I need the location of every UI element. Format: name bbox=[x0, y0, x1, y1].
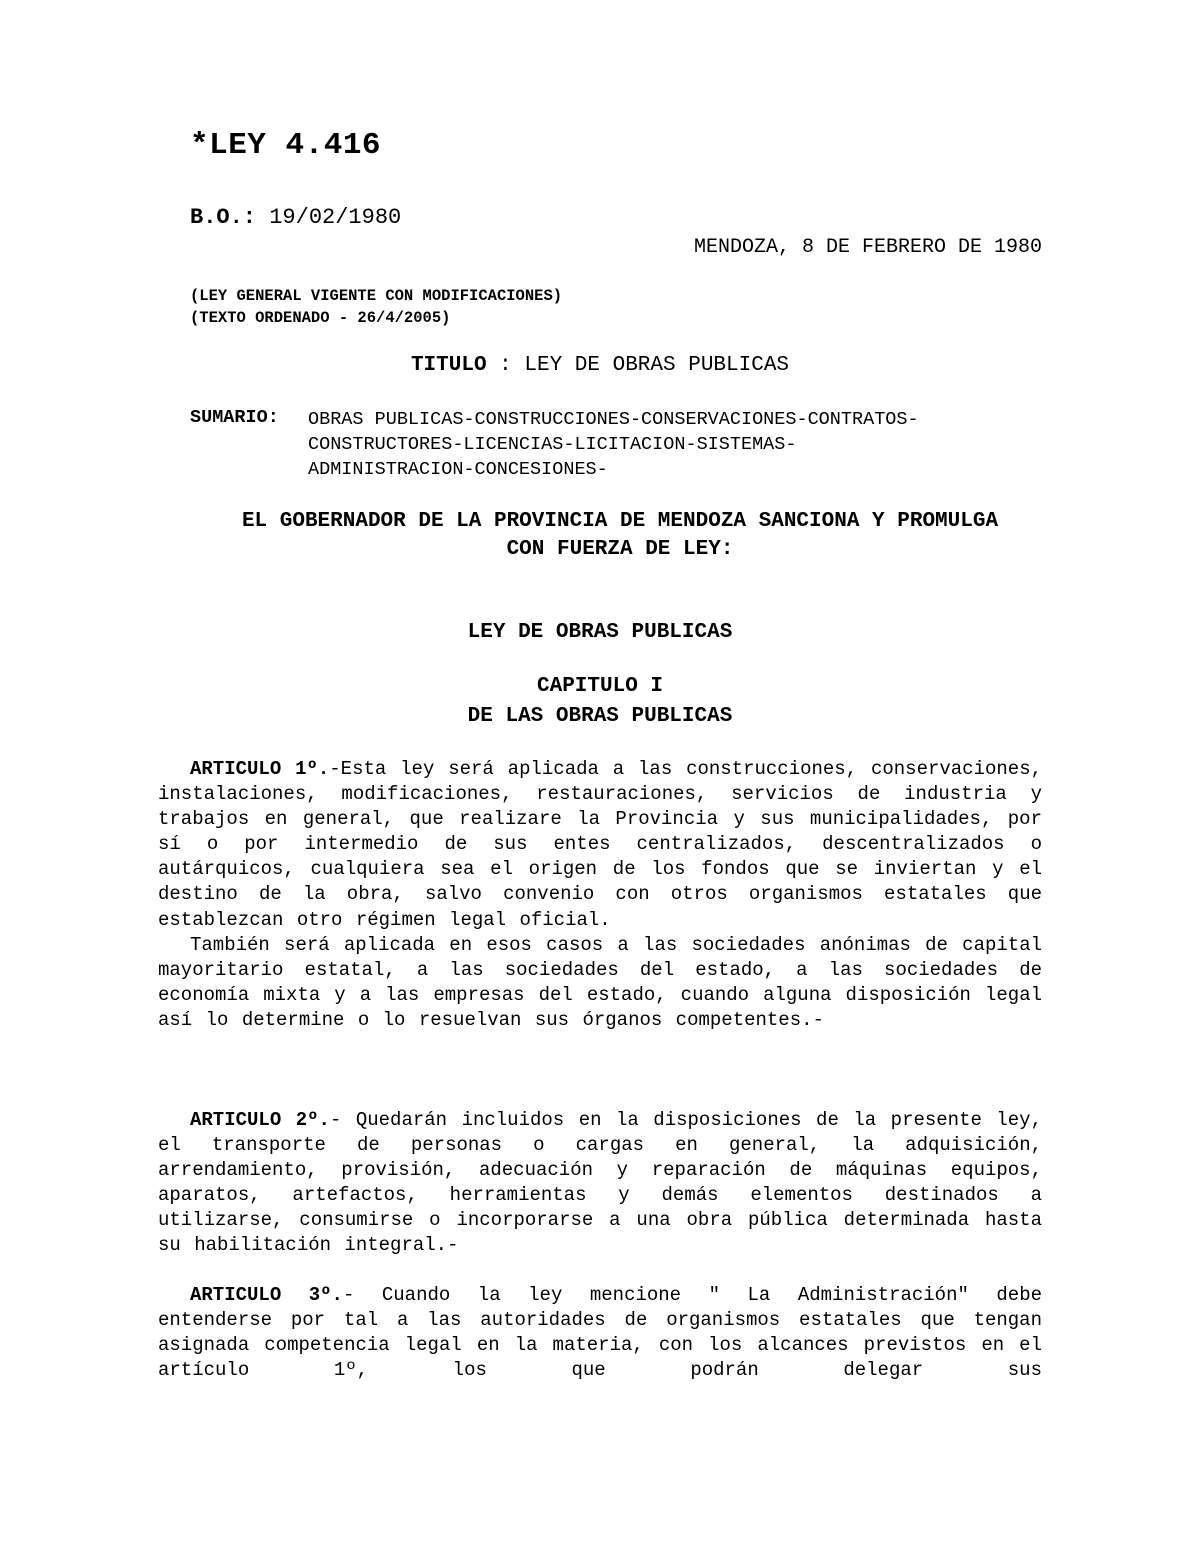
article-1-paragraph-2: También será aplicada en esos casos a las sociedades anónimas de capital mayoritario estatal, a las sociedades del estado, a las sociedades de economía mixta y a las empresas del estado, cuando alguna disposición legal así lo determine o lo resuelvan sus órganos competentes.- bbox=[158, 933, 1042, 1031]
place-date: MENDOZA, 8 DE FEBRERO DE 1980 bbox=[693, 236, 1042, 259]
bo-label: B.O.: bbox=[190, 205, 257, 230]
law-status-note: (LEY GENERAL VIGENTE CON MODIFICACIONES) bbox=[190, 287, 563, 305]
article-2-paragraph bbox=[158, 1108, 1042, 1259]
article-1 bbox=[158, 757, 1042, 1033]
law-name-heading: LEY DE OBRAS PUBLICAS bbox=[467, 621, 733, 644]
enactment-formula bbox=[210, 508, 1030, 564]
titulo-label: TITULO bbox=[410, 354, 487, 377]
chapter-title: DE LAS OBRAS PUBLICAS bbox=[467, 705, 733, 728]
article-3-label: ARTICULO 3º. bbox=[190, 1284, 343, 1306]
article-1-label: ARTICULO 1º. bbox=[190, 758, 330, 780]
article-2-label: ARTICULO 2º. bbox=[190, 1109, 330, 1131]
sumario-text: OBRAS PUBLICAS-CONSTRUCCIONES-CONSERVACIONES-CONTRATOS- CONSTRUCTORES-LICENCIAS-LICITACION-SISTEMAS- ADMINISTRACION-CONCESIONES- bbox=[308, 409, 919, 480]
titulo-line bbox=[0, 354, 1200, 377]
chapter-heading: CAPITULO I bbox=[536, 675, 664, 698]
sumario-label: SUMARIO: bbox=[190, 407, 279, 428]
article-1-paragraph bbox=[158, 757, 1042, 933]
enactment-line-2: CON FUERZA DE LEY: bbox=[506, 538, 734, 561]
article-1-text: -Esta ley será aplicada a las construcciones, conservaciones, instalaciones, modificaciones, restauraciones, servicios de industria y trabajos en general, que realizare la Provincia y sus municipalidades, por sí o por intermedio de sus entes centralizados, descentralizados o autárquicos, cualquiera sea el origen de los fondos que se inviertan y el destino de la obra, salvo convenio con otros organismos estatales que establezcan otro régimen legal oficial. bbox=[158, 758, 1042, 931]
law-title: *LEY 4.416 bbox=[190, 128, 382, 163]
article-3 bbox=[158, 1283, 1042, 1383]
article-2-text: - Quedarán incluidos en la disposiciones de la presente ley, el transporte de personas o cargas en general, la adquisición, arrendamiento, provisión, adecuación y reparación de máquinas equipos, aparatos, artefactos, herramientas y demás elementos destinados a utilizarse, consumirse o incorporarse a una obra pública determinada hasta su habilitación integral.- bbox=[158, 1109, 1042, 1257]
titulo-text: : LEY DE OBRAS PUBLICAS bbox=[486, 354, 790, 377]
article-3-text: - Cuando la ley mencione " La Administración" debe entenderse por tal a las autoridades de organismos estatales que tengan asignada competencia legal en la materia, con los alcances previstos en el artículo 1º, los que podrán delegar sus bbox=[158, 1284, 1043, 1382]
article-2 bbox=[158, 1108, 1042, 1259]
bo-line bbox=[190, 205, 401, 230]
enactment-line-1: EL GOBERNADOR DE LA PROVINCIA DE MENDOZA SANCIONA Y PROMULGA bbox=[241, 510, 999, 533]
bo-date: 19/02/1980 bbox=[269, 205, 402, 230]
article-3-paragraph bbox=[158, 1283, 1042, 1383]
ordered-text-note: (TEXTO ORDENADO - 26/4/2005) bbox=[190, 309, 451, 327]
